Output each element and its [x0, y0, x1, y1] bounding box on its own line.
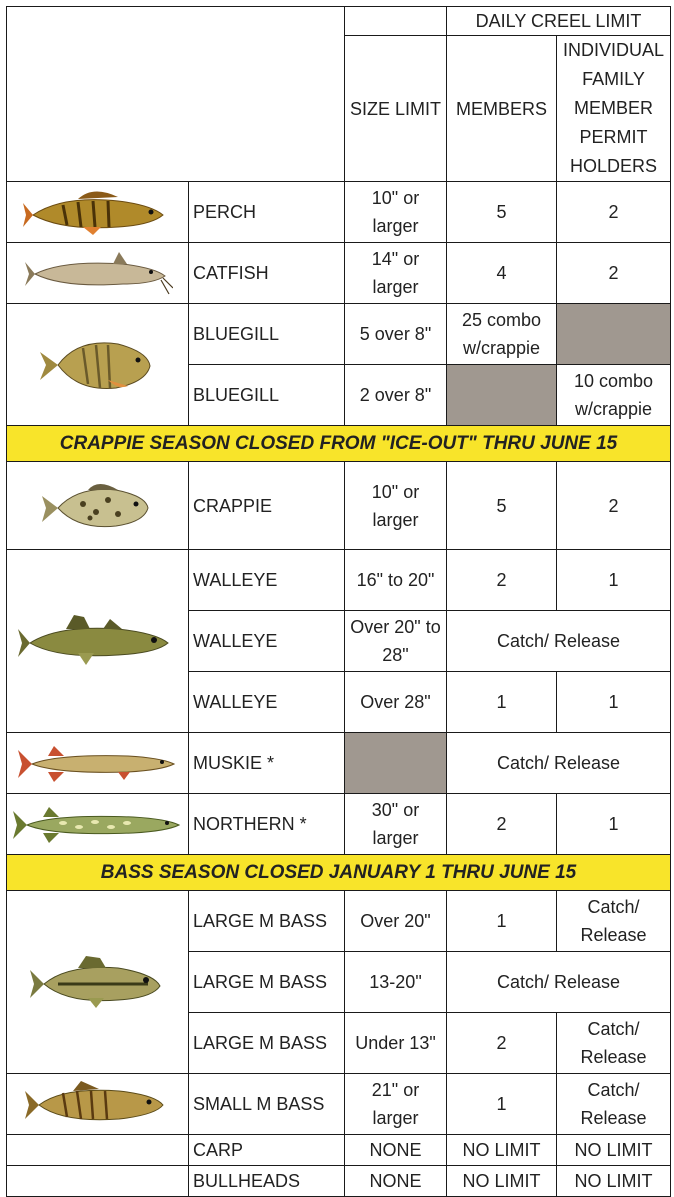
permit-limit-cell: 2 — [557, 182, 671, 243]
size-limit-cell: NONE — [345, 1135, 447, 1166]
species-cell: MUSKIE * — [189, 733, 345, 794]
species-cell: CARP — [189, 1135, 345, 1166]
size-limit-cell: 5 over 8" — [345, 304, 447, 365]
walleye-icon — [18, 611, 178, 671]
size-limit-cell-empty — [345, 733, 447, 794]
bass-season-banner: BASS SEASON CLOSED JANUARY 1 THRU JUNE 15 — [7, 855, 671, 891]
species-cell: PERCH — [189, 182, 345, 243]
size-limit-cell: NONE — [345, 1166, 447, 1197]
daily-creel-limit-header: DAILY CREEL LIMIT — [447, 7, 671, 36]
crappie-icon — [38, 476, 158, 536]
members-limit-cell: 5 — [447, 462, 557, 550]
muskie-icon — [18, 738, 178, 788]
size-limit-cell: 30" or larger — [345, 794, 447, 855]
permit-limit-cell: NO LIMIT — [557, 1166, 671, 1197]
permit-limit-cell: 1 — [557, 672, 671, 733]
members-limit-cell-empty — [447, 365, 557, 426]
members-limit-cell: 1 — [447, 672, 557, 733]
size-limit-cell: Under 13" — [345, 1013, 447, 1074]
permit-limit-cell: 1 — [557, 794, 671, 855]
members-limit-cell: 2 — [447, 1013, 557, 1074]
members-limit-cell: 2 — [447, 550, 557, 611]
size-limit-cell: Over 20" to 28" — [345, 611, 447, 672]
permit-limit-cell: Catch/ Release — [557, 891, 671, 952]
walleye-image — [7, 550, 189, 733]
species-cell: WALLEYE — [189, 611, 345, 672]
species-cell: SMALL M BASS — [189, 1074, 345, 1135]
carp-image-cell — [7, 1135, 189, 1166]
species-cell: LARGE M BASS — [189, 891, 345, 952]
header-blank-cell — [7, 7, 345, 182]
permit-limit-cell: Catch/ Release — [557, 1013, 671, 1074]
size-limit-cell: 2 over 8" — [345, 365, 447, 426]
members-limit-cell: 4 — [447, 243, 557, 304]
largemouth-bass-icon — [28, 952, 168, 1012]
bullheads-image-cell — [7, 1166, 189, 1197]
permit-limit-cell: 10 combo w/crappie — [557, 365, 671, 426]
species-cell: WALLEYE — [189, 672, 345, 733]
species-cell: WALLEYE — [189, 550, 345, 611]
size-limit-header: SIZE LIMIT — [345, 36, 447, 182]
combined-limit-cell: Catch/ Release — [447, 733, 671, 794]
permit-limit-cell: Catch/ Release — [557, 1074, 671, 1135]
smallmouth-bass-icon — [23, 1079, 173, 1129]
permit-holders-header: INDIVIDUAL FAMILY MEMBER PERMIT HOLDERS — [557, 36, 671, 182]
muskie-image — [7, 733, 189, 794]
species-cell: CATFISH — [189, 243, 345, 304]
species-cell: BULLHEADS — [189, 1166, 345, 1197]
species-cell: BLUEGILL — [189, 304, 345, 365]
smallmouth-bass-image — [7, 1074, 189, 1135]
members-limit-cell: 5 — [447, 182, 557, 243]
catfish-icon — [23, 248, 173, 298]
members-limit-cell: 1 — [447, 891, 557, 952]
size-limit-cell: 10" or larger — [345, 182, 447, 243]
header-blank-size — [345, 7, 447, 36]
permit-limit-cell-empty — [557, 304, 671, 365]
bluegill-image — [7, 304, 189, 426]
species-cell: LARGE M BASS — [189, 1013, 345, 1074]
size-limit-cell: 14" or larger — [345, 243, 447, 304]
crappie-image — [7, 462, 189, 550]
members-limit-cell: 2 — [447, 794, 557, 855]
species-cell: LARGE M BASS — [189, 952, 345, 1013]
permit-limit-cell: 1 — [557, 550, 671, 611]
northern-pike-icon — [13, 799, 183, 849]
crappie-season-banner: CRAPPIE SEASON CLOSED FROM "ICE-OUT" THRU JUNE 15 — [7, 426, 671, 462]
creel-limit-table — [6, 6, 671, 1197]
bluegill-icon — [38, 330, 158, 400]
perch-image — [7, 182, 189, 243]
size-limit-cell: Over 28" — [345, 672, 447, 733]
species-cell: BLUEGILL — [189, 365, 345, 426]
species-cell: NORTHERN * — [189, 794, 345, 855]
perch-icon — [23, 187, 173, 237]
permit-limit-cell: 2 — [557, 462, 671, 550]
size-limit-cell: 10" or larger — [345, 462, 447, 550]
members-header: MEMBERS — [447, 36, 557, 182]
size-limit-cell: 13-20" — [345, 952, 447, 1013]
permit-limit-cell: 2 — [557, 243, 671, 304]
members-limit-cell: 1 — [447, 1074, 557, 1135]
permit-limit-cell: NO LIMIT — [557, 1135, 671, 1166]
combined-limit-cell: Catch/ Release — [447, 611, 671, 672]
members-limit-cell: 25 combo w/crappie — [447, 304, 557, 365]
largemouth-bass-image — [7, 891, 189, 1074]
northern-pike-image — [7, 794, 189, 855]
size-limit-cell: Over 20" — [345, 891, 447, 952]
size-limit-cell: 21" or larger — [345, 1074, 447, 1135]
members-limit-cell: NO LIMIT — [447, 1166, 557, 1197]
catfish-image — [7, 243, 189, 304]
combined-limit-cell: Catch/ Release — [447, 952, 671, 1013]
size-limit-cell: 16" to 20" — [345, 550, 447, 611]
members-limit-cell: NO LIMIT — [447, 1135, 557, 1166]
species-cell: CRAPPIE — [189, 462, 345, 550]
